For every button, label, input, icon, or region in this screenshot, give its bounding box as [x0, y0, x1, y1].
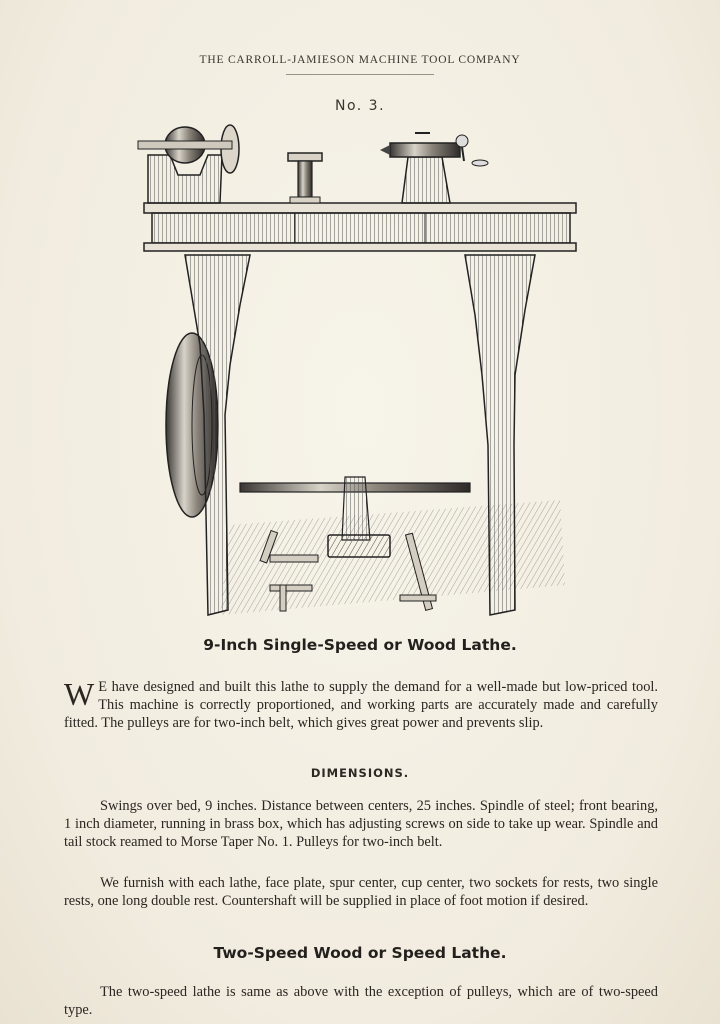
company-header: THE CARROLL-JAMIESON MACHINE TOOL COMPANY	[199, 54, 521, 66]
floor-rest-1	[270, 555, 318, 562]
lathe-bed-top	[144, 203, 576, 213]
two-speed-paragraph: The two-speed lathe is same as above with the exception of pulleys, which are of two-speed type.	[64, 984, 658, 1018]
drop-cap: W	[64, 676, 95, 712]
accessories-paragraph: We furnish with each lathe, face plate, spur center, cup center, two sockets for rests, two single rests, one long double rest. Countershaft will be supplied in place of foot motion if desired.	[64, 875, 658, 909]
tool-rest	[288, 153, 322, 161]
dimensions-heading: DIMENSIONS.	[310, 766, 410, 780]
dimensions-paragraph: Swings over bed, 9 inches. Distance between centers, 25 inches. Spindle of steel; front bearing, 1 inch diameter, running in brass box, which has adjusting screws on side to take up wear. Spindle and tail stock reamed to Morse Taper No. 1. Pulleys for two-inch belt.	[64, 798, 658, 850]
treadle-arm	[342, 477, 370, 540]
model-number: No. 3.	[334, 98, 386, 114]
intro-paragraph	[64, 678, 658, 732]
intro-text: E have designed and built this lathe to supply the demand for a well-made but low-priced tool. This machine is correctly proportioned, and working parts are accurately made and carefully fitted. The pulleys are for two-inch belt, which gives great power and prevents slip.	[64, 679, 658, 731]
lathe-bed	[152, 213, 570, 243]
lathe-illustration	[130, 115, 590, 625]
floor-rest-2	[270, 585, 312, 591]
header-rule	[286, 74, 434, 75]
lathe-title: 9-Inch Single-Speed or Wood Lathe.	[203, 636, 517, 654]
foot-pedal	[328, 535, 390, 557]
two-speed-title: Two-Speed Wood or Speed Lathe.	[213, 944, 507, 962]
tailstock	[402, 157, 450, 203]
